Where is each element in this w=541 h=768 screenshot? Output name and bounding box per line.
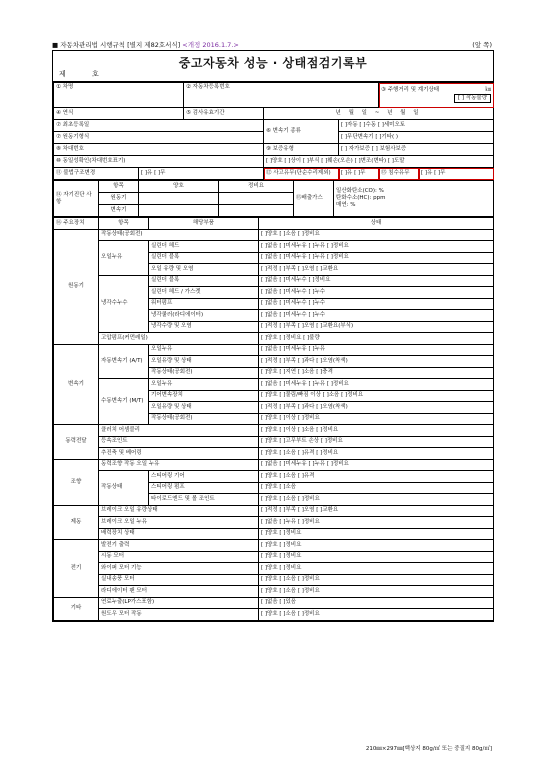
status-row — [54, 425, 494, 437]
status-options[interactable]: [ ]없음 [ ]미세누수 [ ]정비요 — [259, 275, 494, 287]
device-group-label: 변속기 — [54, 344, 99, 425]
status-options[interactable]: [ ]적정 [ ]부족 [ ]오염 [ ]교환요 — [259, 264, 494, 276]
part-label: 배력장치 상태 — [99, 528, 259, 540]
illegal-label: ⑪ 불법구조변경 — [54, 168, 139, 180]
status-options[interactable]: [ ]적정 [ ]부족 [ ]과다 [ ]오염(착색) — [259, 356, 494, 368]
valid-period-label: ⑤ 검사유효기간 — [184, 108, 264, 120]
emission-label: ⑮배출가스 — [294, 181, 334, 217]
device-subgroup-label: 수동변속기 (M/T) — [99, 379, 149, 425]
status-row — [54, 609, 494, 621]
part-label: 동력조향 작동 오일 누유 — [99, 459, 259, 471]
diag-trans-good[interactable] — [139, 205, 219, 217]
device-subgroup-label: 작동상태 — [99, 471, 149, 506]
part-label: 냉각쿨러(라디에이터) — [149, 310, 259, 322]
status-row — [54, 505, 494, 517]
part-label: 실린더 헤드 — [149, 241, 259, 253]
form-title: 중고자동차 성능 · 상태점검기록부 — [178, 56, 368, 70]
part-label: 스티어링 펌프 — [149, 482, 259, 494]
part-label: 작동상태(공회전) — [149, 367, 259, 379]
car-name-field[interactable]: ① 차명 — [54, 83, 184, 108]
status-row — [54, 275, 494, 287]
part-label: 발전기 출력 — [99, 540, 259, 552]
co-value: 일산화탄소(CO): % — [336, 188, 384, 194]
law-reference: ■ 자동차관리법 시행규칙 [별지 제82호서식] — [52, 41, 181, 49]
trans-options-1[interactable]: [ ]자동 [ ]수동 [ ]세미오토 — [339, 120, 494, 132]
status-options[interactable]: [ ]없음 [ ]미세누유 [ ]누유 [ ]정비요 — [259, 459, 494, 471]
revision-link[interactable]: <개정 2016.1.7.> — [182, 41, 239, 49]
flood-label: ⑬ 침수유무 — [379, 168, 419, 180]
status-options[interactable]: [ ]없음 [ ]미세누수 [ ]누수 — [259, 298, 494, 310]
status-options[interactable]: [ ]양호 [ ]정비요 — [259, 563, 494, 575]
hc-value: 탄화수소(HC): ppm — [336, 195, 386, 201]
device-group-label: 제동 — [54, 505, 99, 540]
part-label: 브레이크 오일 누유 — [99, 517, 259, 529]
identity-options[interactable]: [ ]양호 [ ]상이 [ ]부식 [ ]훼손(오손) [ ]변조(변타) [ ]도말 — [264, 156, 494, 168]
status-options[interactable]: [ ]적정 [ ]부족 [ ]과다 [ ]오염(착색) — [259, 402, 494, 414]
status-options[interactable]: [ ]양호 [ ]소음 [ ]정비요 — [259, 574, 494, 586]
part-label: 오일누유 — [149, 344, 259, 356]
first-reg-field[interactable]: ⑦ 최초등록일 — [54, 120, 264, 132]
part-label: 실린더 헤드 / 가스켓 — [149, 287, 259, 299]
status-row — [54, 586, 494, 598]
accident-label: ⑫ 사고유무(단순수리제외) — [264, 168, 339, 180]
title-row — [53, 51, 493, 82]
status-options[interactable]: [ ]없음 [ ]누유 [ ]정비요 — [259, 517, 494, 529]
part-label: 와이퍼 모터 기능 — [99, 563, 259, 575]
part-label: 원도우 모터 작동 — [99, 609, 259, 621]
reg-no-field[interactable]: ② 자동차등록번호 — [184, 83, 379, 108]
part-label: 브레이크 오일 유량상태 — [99, 505, 259, 517]
status-options[interactable]: [ ]없음 [ ]미세누수 [ ]누수 — [259, 287, 494, 299]
diag-trans-label: 변속기 — [99, 205, 139, 217]
status-options[interactable]: [ ]없음 [ ]미세누유 [ ]누유 [ ]정비요 — [259, 252, 494, 264]
main-item-header: 항목 — [99, 218, 149, 230]
status-row — [54, 241, 494, 253]
status-row — [54, 229, 494, 241]
status-row — [54, 563, 494, 575]
status-options[interactable]: [ ]양호 [ ]고무부트 손상 [ ]정비요 — [259, 436, 494, 448]
status-row — [54, 448, 494, 460]
status-options[interactable]: [ ]양호 [ ]정비요 [ ]불량 — [259, 333, 494, 345]
valid-period-value[interactable]: 년 월 일 ~ 년 월 일 — [264, 108, 494, 120]
device-subgroup-label: 냉각수누수 — [99, 275, 149, 333]
status-row — [54, 333, 494, 345]
vin-field[interactable]: ⑧ 차대번호 — [54, 144, 264, 156]
device-group-label: 동력전달 — [54, 425, 99, 460]
part-label: 오일누유 — [149, 379, 259, 391]
status-options[interactable]: [ ]없음 [ ]미세누유 [ ]누유 [ ]정비요 — [259, 241, 494, 253]
diagnosis-table — [53, 180, 494, 217]
smoke-value: 매연: % — [336, 202, 356, 208]
status-options[interactable]: [ ]양호 [ ]이상 [ ]소음 [ ]정비요 — [259, 425, 494, 437]
status-options[interactable]: [ ]양호 [ ]소음 [ ]정비요 — [259, 494, 494, 506]
diag-engine-label: 원동기 — [99, 193, 139, 205]
transmission-label: ⑥ 변속기 종류 — [264, 120, 339, 144]
part-label: 냉각수량 및 오염 — [149, 321, 259, 333]
diag-good-header: 양호 — [139, 181, 219, 193]
warranty-options[interactable]: [ ] 자가보증 [ ] 보험사보증 — [339, 144, 494, 156]
identity-label: ⑩ 동일성확인(차대번호표기) — [54, 156, 264, 168]
mileage-label: ③ 주행거리 및 계기상태 — [381, 87, 440, 93]
part-label: 기어변속장치 — [149, 390, 259, 402]
status-row — [54, 551, 494, 563]
status-row — [54, 528, 494, 540]
part-label: 워터펌프 — [149, 298, 259, 310]
flood-options[interactable]: [ ]유 [ ]무 — [419, 168, 494, 180]
part-label: 오일 유량 및 오염 — [149, 264, 259, 276]
status-row — [54, 471, 494, 483]
mileage-field[interactable] — [379, 83, 494, 108]
status-row — [54, 540, 494, 552]
main-part-header: 해당부품 — [149, 218, 259, 230]
status-options[interactable]: [ ]양호 [ ]소음 [ ]유격 — [259, 471, 494, 483]
inspection-form — [52, 50, 494, 622]
diag-engine-bad[interactable] — [219, 193, 294, 205]
status-options[interactable]: [ ]양호 [ ]정비요 — [259, 540, 494, 552]
status-row — [54, 517, 494, 529]
status-row — [54, 459, 494, 471]
page-side: (앞 쪽) — [472, 41, 492, 49]
status-options[interactable]: [ ]양호 [ ]소음 — [259, 482, 494, 494]
main-status-header: 상태 — [259, 218, 494, 230]
emission-values[interactable] — [334, 181, 494, 217]
illegal-options[interactable]: [ ]유 [ ]무 — [139, 168, 264, 180]
basic-info-table — [53, 82, 494, 180]
status-row — [54, 574, 494, 586]
warranty-label: ⑨ 보증유형 — [264, 144, 339, 156]
status-options[interactable]: [ ]양호 [ ]소음 [ ]정비요 — [259, 229, 494, 241]
status-row — [54, 344, 494, 356]
status-options[interactable]: [ ]적정 [ ]부족 [ ]오염 [ ]교환요(부식) — [259, 321, 494, 333]
part-label: 고압펌프(커먼레일) — [99, 333, 259, 345]
status-row — [54, 379, 494, 391]
status-options[interactable]: [ ]양호 [ ]이상 [ ]정비요 — [259, 413, 494, 425]
meter-fault-checkbox[interactable]: [ ] 작동불량 — [454, 94, 491, 103]
main-device-header: ⑯ 주요장치 — [54, 218, 99, 230]
diag-bad-header: 정비요 — [219, 181, 294, 193]
part-label: 실린더 블록 — [149, 275, 259, 287]
device-group-label: 전기 — [54, 540, 99, 598]
accident-options[interactable]: [ ]유 [ ]무 — [339, 168, 379, 180]
status-options[interactable]: [ ]양호 [ ]지연 [ ]소음 [ ]충격 — [259, 367, 494, 379]
diag-label: ⑭ 자기진단 사항 — [54, 181, 99, 217]
status-options[interactable]: [ ]양호 [ ]소음 [ ]정비요 — [259, 609, 494, 621]
diag-engine-good[interactable] — [139, 193, 219, 205]
paper-spec: 210㎜×297㎜[백상지 80g/㎡ 또는 중질지 80g/㎡] — [365, 746, 492, 752]
part-label: 오일유량 및 상태 — [149, 356, 259, 368]
part-label: 실린더 블록 — [149, 252, 259, 264]
status-options[interactable]: [ ]양호 [ ]소음 [ ]정비요 — [259, 586, 494, 598]
part-label: 실내송풍 모터 — [99, 574, 259, 586]
status-options[interactable]: [ ]양호 [ ]소음 [ ]유격 [ ]정비요 — [259, 448, 494, 460]
status-options[interactable]: [ ]없음 [ ]있음 — [259, 597, 494, 609]
part-label: 스티어링 기어 — [149, 471, 259, 483]
part-label: 타이로드엔드 및 볼 조인트 — [149, 494, 259, 506]
mileage-unit: ㎞ — [485, 87, 492, 93]
part-label: 라디에이터 팬 모터 — [99, 586, 259, 598]
part-label: 클러치 어셈블리 — [99, 425, 259, 437]
part-label: 등속조인트 — [99, 436, 259, 448]
part-label: 작동상태(공회전) — [149, 413, 259, 425]
doc-number-label: 제 호 — [59, 70, 111, 78]
status-options[interactable]: [ ]없음 [ ]미세누수 [ ]누수 — [259, 310, 494, 322]
year-field[interactable]: ④ 연식 — [54, 108, 184, 120]
diag-trans-bad[interactable] — [219, 205, 294, 217]
part-label: 작동상태(공회전) — [99, 229, 259, 241]
trans-options-2[interactable]: [ ]무단변속기 [ ]기타( ) — [339, 132, 494, 144]
status-options[interactable]: [ ]적정 [ ]부족 [ ]오염 [ ]교환요 — [259, 505, 494, 517]
status-row — [54, 436, 494, 448]
form-header — [52, 40, 492, 49]
main-device-rows — [54, 229, 494, 620]
device-group-label: 기타 — [54, 597, 99, 620]
status-options[interactable]: [ ]양호 [ ]정비요 — [259, 551, 494, 563]
status-options[interactable]: [ ]없음 [ ]미세누유 [ ]누유 — [259, 344, 494, 356]
device-group-label: 원동기 — [54, 229, 99, 344]
part-label: 오일유량 및 상태 — [149, 402, 259, 414]
part-label: 연료누출(LP가스포함) — [99, 597, 259, 609]
diag-item-header: 항목 — [99, 181, 139, 193]
status-options[interactable]: [ ]양호 [ ]정비요 — [259, 528, 494, 540]
part-label: 시동 모터 — [99, 551, 259, 563]
device-subgroup-label: 오일누유 — [99, 241, 149, 276]
device-group-label: 조향 — [54, 459, 99, 505]
status-row — [54, 597, 494, 609]
device-subgroup-label: 자동변속기 (A/T) — [99, 344, 149, 379]
status-options[interactable]: [ ]양호 [ ]물림/빠짐 이상 [ ]소음 [ ]정비요 — [259, 390, 494, 402]
main-device-table — [53, 217, 494, 621]
engine-type-field[interactable]: ⑦ 원동기형식 — [54, 132, 264, 144]
status-options[interactable]: [ ]없음 [ ]미세누유 [ ]누유 [ ]정비요 — [259, 379, 494, 391]
part-label: 추진축 및 베어링 — [99, 448, 259, 460]
